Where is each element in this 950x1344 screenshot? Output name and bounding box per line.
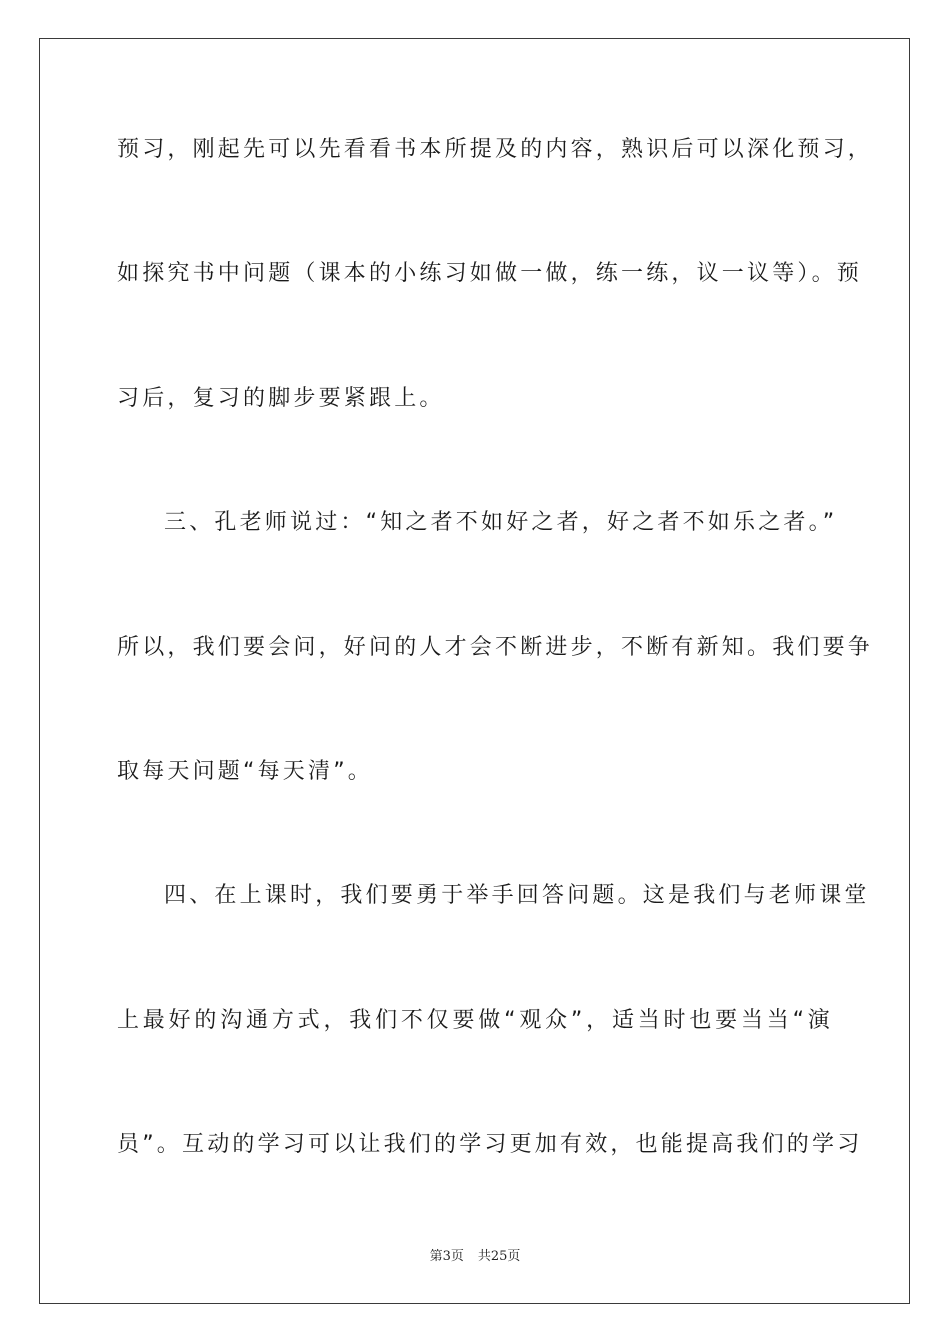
page-frame [39, 38, 910, 1304]
text-line-5: 所以，我们要会问，好问的人才会不断进步，不断有新知。我们要争 [117, 635, 874, 660]
text-line-9: 员”。互动的学习可以让我们的学习更加有效，也能提高我们的学习 [117, 1132, 863, 1157]
text-line-6: 取每天问题“每天清”。 [117, 759, 373, 784]
page-footer [0, 1245, 950, 1264]
text-line-7: 四、在上课时，我们要勇于举手回答问题。这是我们与老师课堂 [164, 883, 870, 908]
text-line-8: 上最好的沟通方式，我们不仅要做“观众”，适当时也要当当“演 [117, 1008, 833, 1033]
text-line-2: 如探究书中问题（课本的小练习如做一做，练一练，议一议等）。预 [117, 261, 863, 286]
text-line-4: 三、孔老师说过：“知之者不如好之者，好之者不如乐之者。” [164, 510, 838, 535]
text-line-1: 预习，刚起先可以先看看书本所提及的内容，熟识后可以深化预习， [117, 137, 874, 162]
page-total: 共25页 [477, 1249, 521, 1264]
text-line-3: 习后，复习的脚步要紧跟上。 [117, 386, 445, 411]
page-number: 第3页 [429, 1249, 464, 1264]
